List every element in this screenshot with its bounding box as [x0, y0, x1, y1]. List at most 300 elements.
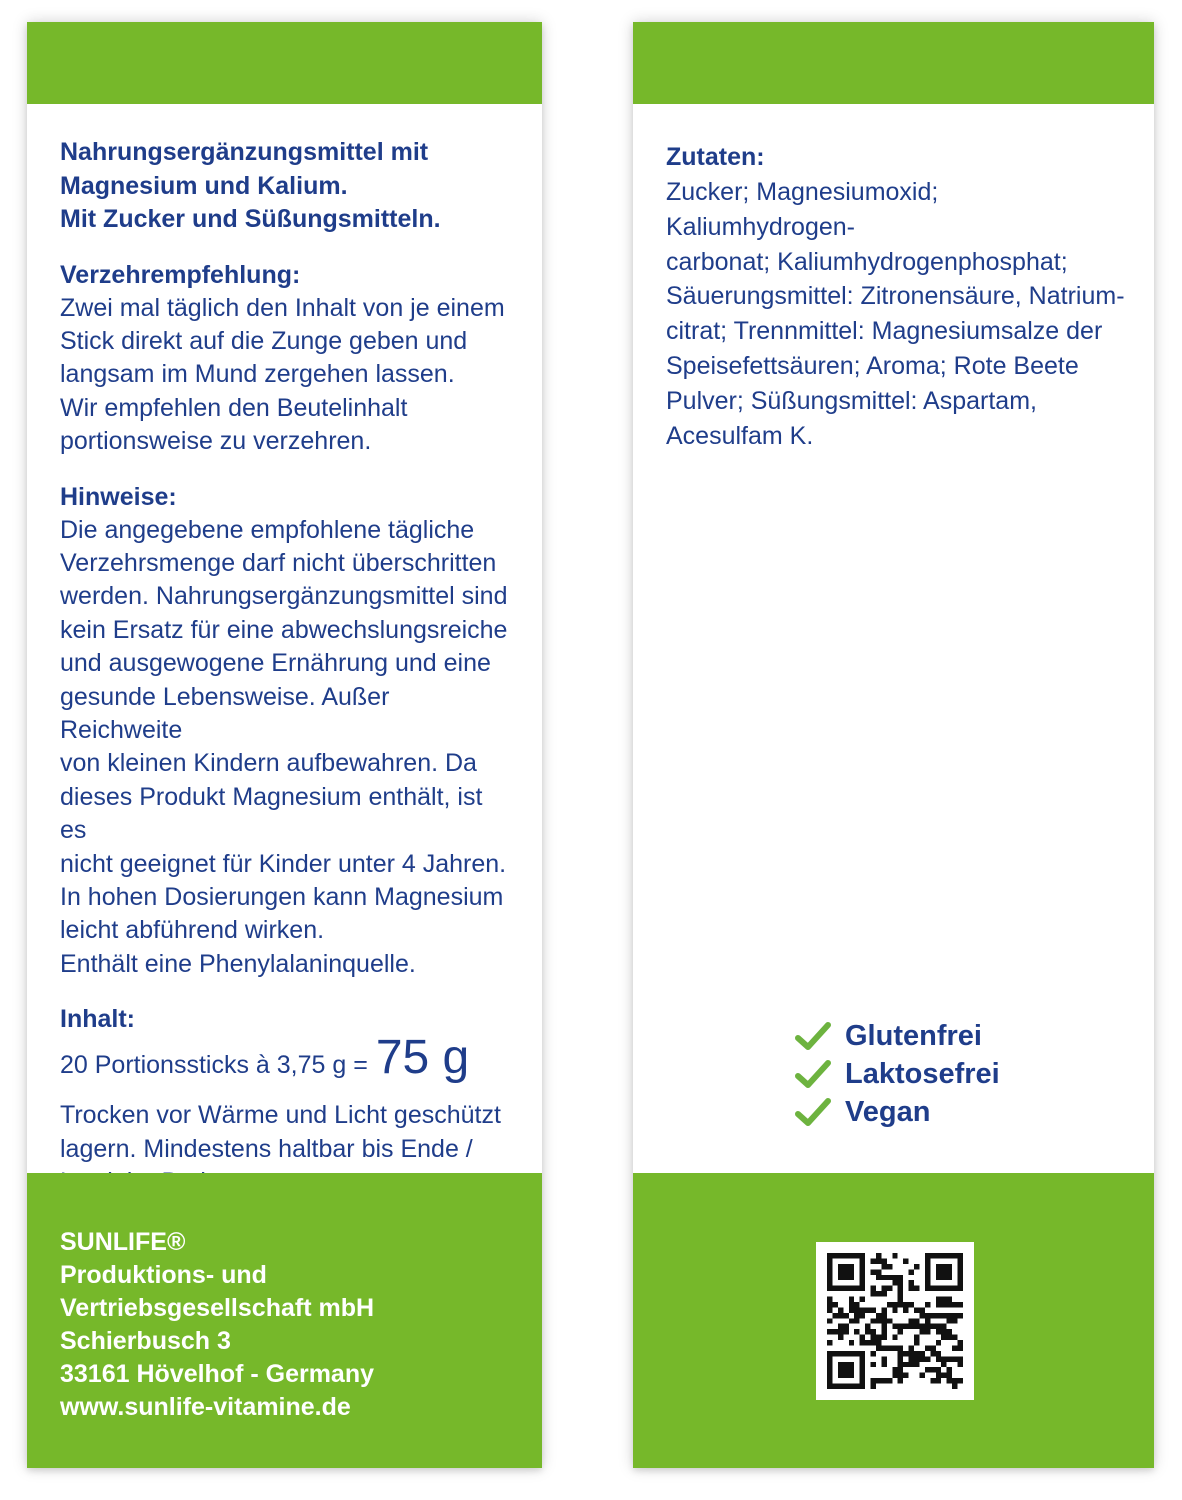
qr-module [843, 1286, 848, 1291]
qr-module [881, 1264, 886, 1269]
qr-module [860, 1362, 865, 1367]
qr-module [892, 1335, 897, 1340]
qr-module [876, 1258, 881, 1263]
qr-module [865, 1324, 870, 1329]
qr-module [865, 1307, 870, 1312]
qr-module [892, 1280, 897, 1285]
qr-module [849, 1297, 854, 1302]
qr-module [843, 1362, 848, 1367]
qr-module [909, 1324, 914, 1329]
qr-module [860, 1286, 865, 1291]
qr-module [903, 1324, 908, 1329]
qr-module [843, 1264, 848, 1269]
qr-module [827, 1351, 832, 1356]
qr-module [909, 1302, 914, 1307]
qr-module [952, 1335, 957, 1340]
qr-module [925, 1275, 930, 1280]
qr-module [881, 1291, 886, 1296]
qr-module [849, 1269, 854, 1274]
verzehr-heading: Verzehrempfehlung: [60, 260, 301, 289]
qr-module [881, 1313, 886, 1318]
qr-module [958, 1258, 963, 1263]
inhalt-heading: Inhalt: [60, 1005, 135, 1034]
qr-module [887, 1264, 892, 1269]
qr-module [838, 1264, 843, 1269]
qr-module [914, 1356, 919, 1361]
verzehr-section [60, 259, 514, 459]
qr-module [827, 1329, 832, 1334]
qr-module [871, 1269, 876, 1274]
qr-module [854, 1351, 859, 1356]
qr-module [854, 1313, 859, 1318]
qr-module [930, 1253, 935, 1258]
inhalt-total: 75 g [375, 1031, 470, 1085]
qr-module [881, 1345, 886, 1350]
qr-module [941, 1286, 946, 1291]
qr-module [941, 1356, 946, 1361]
qr-module [860, 1384, 865, 1389]
qr-module [909, 1345, 914, 1350]
qr-module [827, 1253, 832, 1258]
qr-module [827, 1378, 832, 1383]
qr-module [827, 1264, 832, 1269]
qr-module [881, 1329, 886, 1334]
qr-module [952, 1384, 957, 1389]
qr-module [952, 1302, 957, 1307]
qr-module [947, 1302, 952, 1307]
qr-module [876, 1291, 881, 1296]
qr-module [827, 1367, 832, 1372]
qr-module [936, 1340, 941, 1345]
qr-module [887, 1318, 892, 1323]
qr-module [838, 1329, 843, 1334]
qr-module [865, 1329, 870, 1334]
qr-module [947, 1335, 952, 1340]
qr-module [849, 1307, 854, 1312]
qr-module [936, 1269, 941, 1274]
qr-module [919, 1351, 924, 1356]
qr-module [898, 1351, 903, 1356]
qr-module [860, 1275, 865, 1280]
qr-module [909, 1356, 914, 1361]
qr-module [903, 1258, 908, 1263]
qr-module [941, 1373, 946, 1378]
qr-module [860, 1356, 865, 1361]
qr-module [936, 1373, 941, 1378]
right-content [666, 139, 1126, 453]
qr-module [936, 1275, 941, 1280]
qr-module [909, 1318, 914, 1323]
qr-module [958, 1340, 963, 1345]
qr-module [909, 1351, 914, 1356]
qr-module [952, 1345, 957, 1350]
qr-module [936, 1297, 941, 1302]
qr-module [881, 1307, 886, 1312]
qr-module [876, 1313, 881, 1318]
qr-module [887, 1345, 892, 1350]
qr-module [936, 1367, 941, 1372]
qr-module [914, 1340, 919, 1345]
qr-module [860, 1253, 865, 1258]
qr-module [958, 1302, 963, 1307]
qr-module [871, 1307, 876, 1312]
right-label-panel [633, 22, 1154, 1468]
qr-module [914, 1286, 919, 1291]
qr-module [860, 1373, 865, 1378]
qr-module [860, 1258, 865, 1263]
qr-module [827, 1258, 832, 1263]
left-content [60, 136, 514, 1199]
qr-module [936, 1329, 941, 1334]
qr-module [871, 1258, 876, 1263]
qr-module [947, 1329, 952, 1334]
qr-module [832, 1286, 837, 1291]
qr-module [876, 1275, 881, 1280]
qr-module [941, 1329, 946, 1334]
qr-module [930, 1324, 935, 1329]
qr-module [925, 1324, 930, 1329]
qr-module [941, 1302, 946, 1307]
qr-module [876, 1269, 881, 1274]
qr-module [903, 1351, 908, 1356]
qr-module [827, 1340, 832, 1345]
qr-module [854, 1318, 859, 1323]
qr-module [892, 1275, 897, 1280]
qr-module [898, 1286, 903, 1291]
qr-module [898, 1378, 903, 1383]
badge-vegan [795, 1093, 1000, 1131]
qr-module [892, 1345, 897, 1350]
qr-module [947, 1297, 952, 1302]
qr-module [849, 1384, 854, 1389]
qr-module [925, 1329, 930, 1334]
qr-module [876, 1378, 881, 1383]
qr-module [843, 1384, 848, 1389]
qr-module [892, 1324, 897, 1329]
qr-module [887, 1302, 892, 1307]
qr-module [854, 1384, 859, 1389]
qr-module [860, 1313, 865, 1318]
qr-module [958, 1253, 963, 1258]
qr-module [898, 1291, 903, 1296]
qr-module [849, 1275, 854, 1280]
qr-module [865, 1340, 870, 1345]
qr-module [941, 1253, 946, 1258]
hinweise-section [60, 481, 514, 982]
qr-module [952, 1253, 957, 1258]
qr-module [827, 1356, 832, 1361]
qr-module [860, 1307, 865, 1312]
badge-list [795, 1017, 1000, 1131]
qr-module [849, 1373, 854, 1378]
qr-module [925, 1269, 930, 1274]
qr-module [958, 1378, 963, 1383]
hinweise-text: Die angegebene empfohlene tägliche Verzehrsmenge darf nicht überschritten werden. Nahrungsergänzungsmittel sind kein Ersatz für eine abwechslungsreiche und ausgewogene Ernährung und eine gesunde Lebensweise. Außer Reichweite von kleinen Kindern aufbewahren. Da dieses Produkt Magnesium enthält, ist es nicht geeignet für Kinder unter 4 Jahren. In hohen Dosierungen kann Magnesium leicht abführend wirken. Enthält eine Phenylalaninquelle. [60, 515, 508, 978]
qr-module [941, 1313, 946, 1318]
qr-module [898, 1367, 903, 1372]
qr-module [941, 1324, 946, 1329]
qr-module [832, 1351, 837, 1356]
qr-module [838, 1286, 843, 1291]
qr-module [958, 1280, 963, 1285]
qr-module [838, 1269, 843, 1274]
qr-module [860, 1280, 865, 1285]
badge-label: Vegan [845, 1095, 931, 1128]
zutaten-text: Zucker; Magnesiumoxid; Kaliumhydrogen- carbonat; Kaliumhydrogenphosphat; Säuerungsmittel: Zitronensäure, Natrium- citrat; Trennmittel: Magnesiumsalze der Speisefettsäuren; Aroma; Rote Beete Pulver; Süßungsmittel: Aspartam, Acesulfam K. [666, 178, 1125, 450]
qr-module [827, 1280, 832, 1285]
qr-module [898, 1373, 903, 1378]
qr-module [941, 1264, 946, 1269]
qr-module [919, 1313, 924, 1318]
qr-module [919, 1356, 924, 1361]
qr-module [827, 1297, 832, 1302]
qr-module [854, 1329, 859, 1334]
qr-module [881, 1356, 886, 1361]
hinweise-heading: Hinweise: [60, 482, 177, 511]
qr-module [871, 1318, 876, 1323]
qr-module [925, 1264, 930, 1269]
qr-module [838, 1335, 843, 1340]
qr-module [849, 1264, 854, 1269]
qr-module [925, 1286, 930, 1291]
qr-module [936, 1324, 941, 1329]
qr-module [832, 1384, 837, 1389]
qr-module [898, 1324, 903, 1329]
qr-module [876, 1318, 881, 1323]
qr-module [876, 1345, 881, 1350]
qr-module [827, 1384, 832, 1389]
qr-module [827, 1318, 832, 1323]
top-green-band [633, 22, 1154, 104]
qr-module [925, 1318, 930, 1323]
qr-module [898, 1345, 903, 1350]
qr-module [898, 1356, 903, 1361]
qr-module [925, 1313, 930, 1318]
qr-module [871, 1351, 876, 1356]
qr-module [903, 1302, 908, 1307]
qr-module [838, 1351, 843, 1356]
qr-module [876, 1253, 881, 1258]
qr-module [898, 1280, 903, 1285]
qr-module [860, 1340, 865, 1345]
qr-module [843, 1269, 848, 1274]
qr-module [947, 1356, 952, 1361]
qr-module [871, 1286, 876, 1291]
qr-module [925, 1280, 930, 1285]
qr-module [941, 1362, 946, 1367]
qr-module [919, 1324, 924, 1329]
qr-module [936, 1378, 941, 1383]
qr-module [936, 1351, 941, 1356]
qr-module [881, 1318, 886, 1323]
qr-module [876, 1340, 881, 1345]
inhalt-portion: 20 Portionssticks à 3,75 g = [60, 1051, 368, 1080]
qr-module [843, 1253, 848, 1258]
qr-module [827, 1373, 832, 1378]
qr-module [854, 1307, 859, 1312]
qr-module [947, 1367, 952, 1372]
qr-module [914, 1351, 919, 1356]
qr-module [903, 1362, 908, 1367]
qr-module [843, 1373, 848, 1378]
qr-module [958, 1362, 963, 1367]
qr-module [881, 1324, 886, 1329]
qr-module [930, 1345, 935, 1350]
qr-module [919, 1329, 924, 1334]
qr-module [838, 1373, 843, 1378]
qr-module [892, 1307, 897, 1312]
qr-module [919, 1307, 924, 1312]
qr-module [843, 1351, 848, 1356]
qr-module [849, 1253, 854, 1258]
qr-module [871, 1291, 876, 1296]
qr-module [827, 1269, 832, 1274]
qr-module [854, 1302, 859, 1307]
qr-module [832, 1302, 837, 1307]
qr-module [860, 1367, 865, 1372]
zutaten-heading: Zutaten: [666, 143, 765, 171]
qr-module [854, 1286, 859, 1291]
check-icon [795, 1097, 831, 1127]
qr-module [903, 1307, 908, 1312]
qr-module [941, 1335, 946, 1340]
qr-module [849, 1367, 854, 1372]
qr-module [936, 1302, 941, 1307]
qr-module [849, 1351, 854, 1356]
qr-module [914, 1335, 919, 1340]
qr-module [860, 1378, 865, 1383]
qr-module [925, 1253, 930, 1258]
qr-module [952, 1356, 957, 1361]
qr-module [936, 1286, 941, 1291]
qr-module [958, 1345, 963, 1350]
qr-module [881, 1258, 886, 1263]
qr-module [903, 1373, 908, 1378]
qr-module [849, 1286, 854, 1291]
qr-module [849, 1318, 854, 1323]
qr-module [914, 1324, 919, 1329]
qr-module [941, 1275, 946, 1280]
qr-module [860, 1335, 865, 1340]
qr-module [827, 1307, 832, 1312]
qr-module [958, 1264, 963, 1269]
qr-module [843, 1367, 848, 1372]
qr-module [898, 1275, 903, 1280]
qr-module [898, 1297, 903, 1302]
qr-module [892, 1302, 897, 1307]
qr-module [887, 1286, 892, 1291]
qr-module [947, 1264, 952, 1269]
check-icon [795, 1021, 831, 1051]
qr-module [941, 1297, 946, 1302]
qr-module [947, 1318, 952, 1323]
qr-module [958, 1269, 963, 1274]
qr-module [876, 1335, 881, 1340]
qr-module [936, 1264, 941, 1269]
qr-module [838, 1253, 843, 1258]
qr-module [871, 1329, 876, 1334]
qr-module [871, 1335, 876, 1340]
qr-module [898, 1302, 903, 1307]
badge-label: Glutenfrei [845, 1019, 982, 1052]
qr-module [925, 1356, 930, 1361]
qr-module [930, 1367, 935, 1372]
qr-module [827, 1286, 832, 1291]
inhalt-line [60, 1031, 514, 1085]
qr-module [843, 1313, 848, 1318]
qr-module [832, 1253, 837, 1258]
qr-module [930, 1378, 935, 1383]
qr-module [881, 1378, 886, 1383]
manufacturer-address: SUNLIFE® Produktions- und Vertriebsgesellschaft mbH Schierbusch 3 33161 Hövelhof - Germany www.sunlife-vitamine.de [60, 1228, 375, 1421]
qr-code-icon [827, 1253, 963, 1389]
qr-module [909, 1269, 914, 1274]
badge-label: Laktosefrei [845, 1057, 1000, 1090]
qr-module [849, 1362, 854, 1367]
qr-module [887, 1275, 892, 1280]
qr-module [892, 1373, 897, 1378]
qr-module [914, 1264, 919, 1269]
qr-module [930, 1351, 935, 1356]
qr-module [925, 1367, 930, 1372]
qr-module [838, 1275, 843, 1280]
qr-module [941, 1269, 946, 1274]
qr-module [843, 1324, 848, 1329]
qr-module [843, 1275, 848, 1280]
storage-text: Trocken vor Wärme und Licht geschützt lagern. Mindestens haltbar bis Ende / [60, 1101, 501, 1163]
qr-module [892, 1367, 897, 1372]
qr-module [952, 1378, 957, 1383]
qr-module [827, 1275, 832, 1280]
check-icon [795, 1059, 831, 1089]
qr-module [930, 1313, 935, 1318]
qr-module [849, 1302, 854, 1307]
qr-module [849, 1340, 854, 1345]
qr-module [871, 1362, 876, 1367]
qr-module [958, 1356, 963, 1361]
qr-module [843, 1329, 848, 1334]
qr-module [914, 1318, 919, 1323]
qr-module [838, 1307, 843, 1312]
qr-module [871, 1378, 876, 1383]
qr-module [860, 1297, 865, 1302]
qr-module [958, 1313, 963, 1318]
qr-module [947, 1373, 952, 1378]
qr-module [827, 1362, 832, 1367]
qr-module [854, 1253, 859, 1258]
qr-module [892, 1253, 897, 1258]
qr-module [881, 1286, 886, 1291]
left-label-panel [27, 22, 542, 1468]
qr-code[interactable] [816, 1242, 974, 1400]
product-description: Nahrungsergänzungsmittel mit Magnesium und Kalium. Mit Zucker und Süßungsmitteln. [60, 138, 441, 233]
qr-module [909, 1362, 914, 1367]
qr-module [919, 1373, 924, 1378]
verzehr-text: Zwei mal täglich den Inhalt von je einem Stick direkt auf die Zunge geben und langsam im Mund zergehen lassen. Wir empfehlen den Beutelinhalt portionsweise zu verzehren. [60, 293, 505, 456]
qr-module [881, 1362, 886, 1367]
qr-module [838, 1384, 843, 1389]
qr-module [871, 1384, 876, 1389]
top-green-band [27, 22, 542, 104]
qr-module [860, 1351, 865, 1356]
qr-module [952, 1313, 957, 1318]
qr-module [936, 1313, 941, 1318]
qr-module [887, 1378, 892, 1383]
qr-module [881, 1275, 886, 1280]
qr-module [827, 1302, 832, 1307]
qr-module [947, 1275, 952, 1280]
qr-module [925, 1345, 930, 1350]
